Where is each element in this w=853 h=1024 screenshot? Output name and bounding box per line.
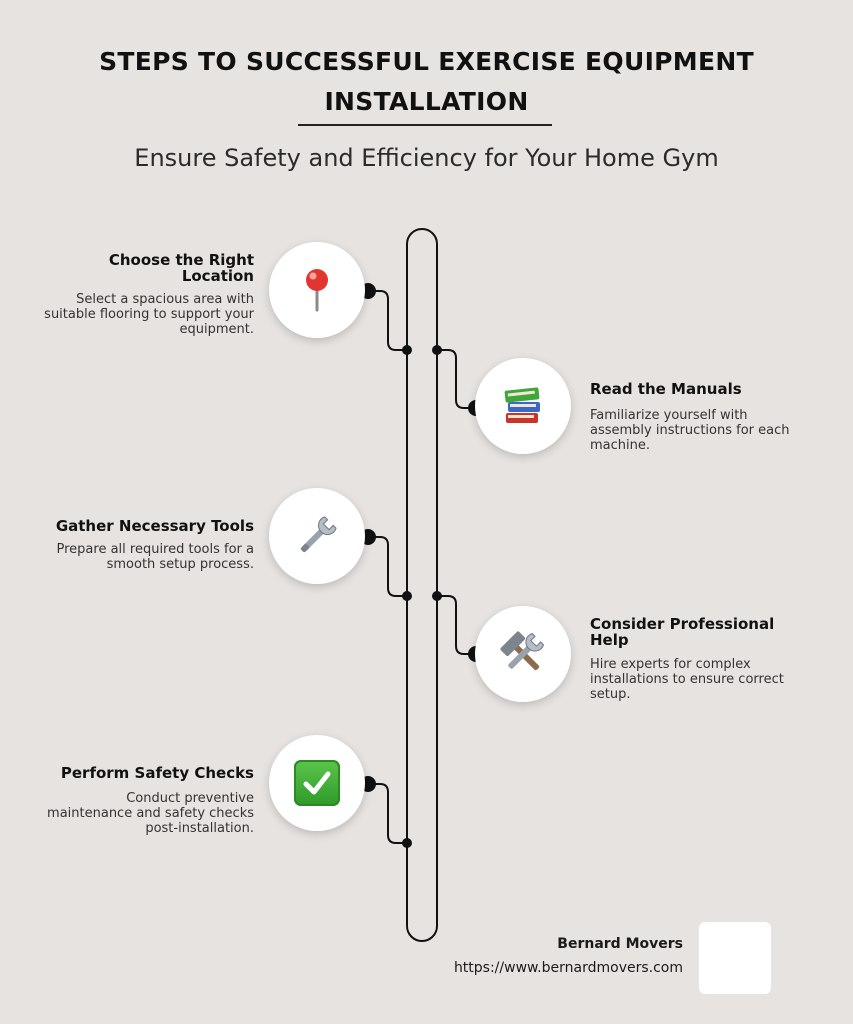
junction-step-3	[402, 591, 412, 601]
timeline-track	[407, 229, 437, 941]
step-5-title: Perform Safety Checks	[60, 764, 254, 782]
step-5-description: Conduct preventive maintenance and safety checks post-installation.	[47, 791, 254, 836]
wrench-icon	[294, 513, 340, 559]
junction-step-1	[402, 345, 412, 355]
connector-step-5	[368, 784, 407, 843]
books-icon	[500, 383, 546, 429]
step-2-icon-circle	[475, 358, 571, 454]
junction-step-5	[402, 838, 412, 848]
page-title: STEPS TO SUCCESSFUL EXERCISE EQUIPMENT INSTALLATION	[99, 47, 754, 116]
step-4-icon-circle	[475, 606, 571, 702]
connector-step-1	[368, 291, 407, 350]
step-4-description: Hire experts for complex installations to ensure correct setup.	[590, 657, 784, 702]
step-4-title: Consider Professional Help	[590, 615, 775, 649]
company-url[interactable]: https://www.bernardmovers.com	[453, 960, 683, 976]
company-logo	[699, 922, 771, 994]
step-3-title: Gather Necessary Tools	[55, 517, 254, 535]
step-3-description: Prepare all required tools for a smooth setup process.	[56, 542, 254, 572]
junction-step-2	[432, 345, 442, 355]
hammer-and-wrench-icon	[498, 629, 548, 679]
step-1-title: Choose the Right Location	[108, 251, 254, 285]
step-2-description: Familiarize yourself with assembly instructions for each machine.	[590, 408, 790, 453]
connector-step-2	[437, 350, 476, 408]
check-mark-button-icon	[294, 760, 340, 806]
page-subtitle: Ensure Safety and Efficiency for Your Home Gym	[134, 144, 719, 172]
connector-step-4	[437, 596, 476, 654]
step-5-icon-circle	[269, 735, 365, 831]
round-pushpin-icon	[297, 266, 337, 314]
step-2-title: Read the Manuals	[590, 380, 742, 398]
connector-step-3	[368, 537, 407, 596]
company-name: Bernard Movers	[557, 936, 683, 952]
step-1-icon-circle	[269, 242, 365, 338]
step-1-description: Select a spacious area with suitable flooring to support your equipment.	[44, 292, 254, 337]
junction-step-4	[432, 591, 442, 601]
step-3-icon-circle	[269, 488, 365, 584]
